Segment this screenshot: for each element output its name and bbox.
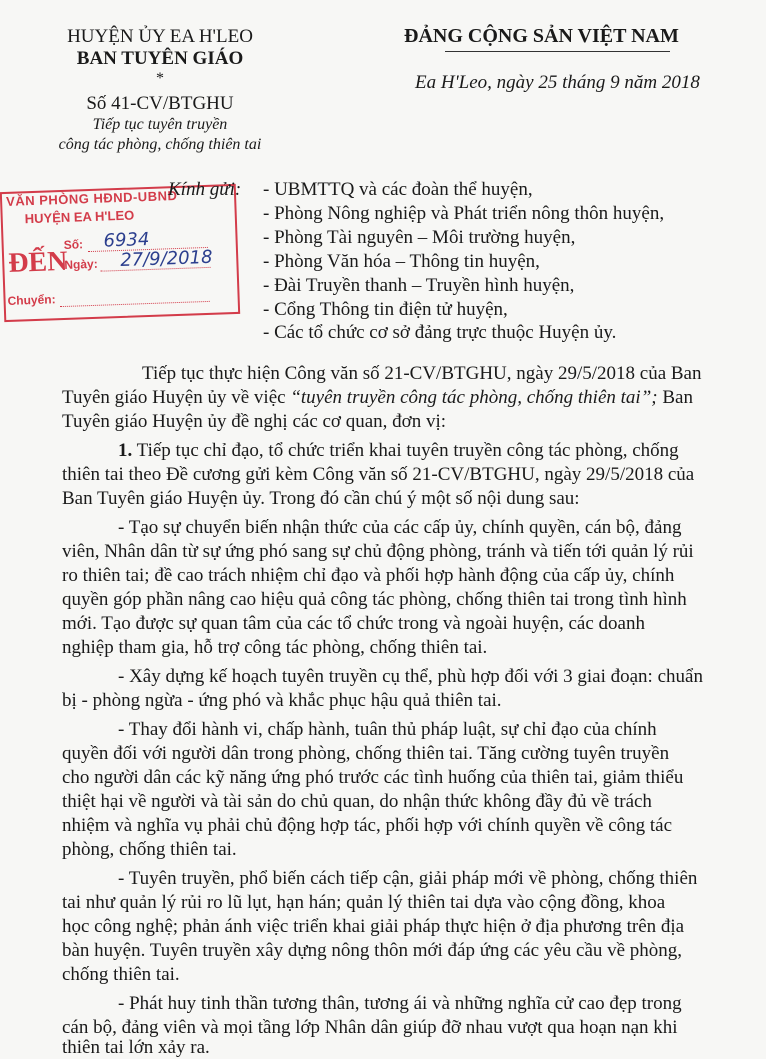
intro-text: Ban	[657, 387, 693, 408]
bullet4-line: bàn huyện. Tuyên truyền xây dựng nông thôn mới đáp ứng các yêu cầu về phòng,	[62, 940, 683, 961]
stamp-so-label: Số:	[63, 237, 84, 252]
party-title: ĐẢNG CỘNG SẢN VIỆT NAM	[404, 25, 679, 47]
bullet3-line: phòng, chống thiên tai.	[62, 839, 237, 860]
stamp-so-value: 6934	[103, 228, 150, 252]
stamp-den: ĐẾN	[7, 245, 68, 279]
bullet1-line: ro thiên tai; đề cao trách nhiệm chỉ đạo và phối hợp hành động của cấp ủy, chính	[62, 565, 675, 586]
bullet3-line: quyền đối với người dân trong phòng, chống thiên tai. Tăng cường tuyên truyền	[62, 743, 670, 764]
bullet4-line: - Tuyên truyền, phổ biến cách tiếp cận, giải pháp mới về phòng, chống thiên	[118, 868, 698, 889]
subject-line1: Tiếp tục tuyên truyền	[92, 116, 228, 133]
bullet3-line: thiệt hại về người và tài sản do chủ quan, do nhận thức không đầy đủ về trách	[62, 791, 652, 812]
bullet1-line: viên, Nhân dân từ sự ứng phó sang sự chủ động phòng, tránh và tiến tới quản lý rủi	[62, 541, 694, 562]
stamp-line1: VĂN PHÒNG HĐND-UBND	[5, 187, 178, 209]
intro-quote: “tuyên truyền công tác phòng, chống thiên tai”;	[290, 387, 658, 408]
org-line1: HUYỆN ỦY EA H'LEO	[67, 26, 253, 47]
bullet4-line: tai như quản lý rủi ro lũ lụt, hạn hán; quản lý thiên tai dựa vào cộng đồng, khoa	[62, 892, 666, 913]
bullet5-line: - Phát huy tinh thần tương thân, tương ái và những nghĩa cử cao đẹp trong	[118, 993, 682, 1014]
stamp-line2: HUYỆN EA H'LEO	[24, 207, 135, 227]
recipient-item: - Cổng Thông tin điện tử huyện,	[263, 299, 508, 320]
recipient-item: - Phòng Văn hóa – Thông tin huyện,	[263, 251, 540, 272]
bullet1-line: nghiệp tham gia, hỗ trợ công tác phòng, chống thiên tai.	[62, 637, 488, 658]
bullet5-line: thiên tai lớn xảy ra.	[62, 1037, 210, 1058]
bullet2-line: - Xây dựng kế hoạch tuyên truyền cụ thể, phù hợp đối với 3 giai đoạn: chuẩn	[118, 666, 703, 687]
stamp-chuyen-dots	[60, 301, 210, 307]
bullet4-line: chống thiên tai.	[62, 964, 180, 985]
place-date: Ea H'Leo, ngày 25 tháng 9 năm 2018	[415, 72, 700, 93]
item1-line: thiên tai theo Đề cương gửi kèm Công văn số 21-CV/BTGHU, ngày 29/5/2018 của	[62, 464, 695, 485]
org-star: *	[156, 70, 164, 87]
bullet5-line: cán bộ, đảng viên và mọi tầng lớp Nhân dân giúp đỡ nhau vượt qua hoạn nạn khi	[62, 1017, 678, 1038]
intro-line: Tiếp tục thực hiện Công văn số 21-CV/BTGHU, ngày 29/5/2018 của Ban	[142, 363, 702, 384]
bullet3-line: - Thay đổi hành vi, chấp hành, tuân thủ pháp luật, sự chỉ đạo của chính	[118, 719, 657, 740]
stamp-ngay-value: 27/9/2018	[119, 246, 213, 271]
bullet3-line: nhiệm và nghĩa vụ phải chủ động hợp tác, phối hợp với chính quyền về công tác	[62, 815, 673, 836]
bullet1-line: - Tạo sự chuyển biến nhận thức của các cấp ủy, chính quyền, cán bộ, đảng	[118, 517, 682, 538]
org-line2: BAN TUYÊN GIÁO	[76, 48, 244, 69]
item1-line	[118, 440, 679, 462]
bullet2-line: bị - phòng ngừa - ứng phó và khắc phục hậu quả thiên tai.	[62, 690, 502, 711]
intro-text: Tuyên giáo Huyện ủy về việc	[62, 387, 291, 408]
bullet1-line: quyền góp phần nâng cao hiệu quả công tác phòng, chống thiên tai trong tình hình	[62, 589, 687, 610]
bullet1-line: mới. Tạo được sự quan tâm của các tổ chức trong và ngoài huyện, các doanh	[62, 613, 645, 634]
intro-line: Tuyên giáo Huyện ủy đề nghị các cơ quan, đơn vị:	[62, 411, 447, 432]
bullet3-line: cho người dân các kỹ năng ứng phó trước các tình huống của thiên tai, giảm thiểu	[62, 767, 684, 788]
item1-line: Ban Tuyên giáo Huyện ủy. Trong đó cần chú ý một số nội dung sau:	[62, 488, 580, 509]
doc-number: Số 41-CV/BTGHU	[86, 93, 234, 114]
bullet4-line: học công nghệ; phản ánh việc triển khai giải pháp thực hiện ở địa phương trên địa	[62, 916, 685, 937]
stamp-ngay-label: Ngày:	[64, 256, 98, 272]
party-underline	[445, 51, 670, 52]
item1-number: 1.	[118, 440, 133, 461]
item1-text: Tiếp tục chỉ đạo, tổ chức triển khai tuyên truyền công tác phòng, chống	[132, 440, 679, 461]
recipients-label: Kính gửi:	[168, 179, 242, 200]
recipient-item: - UBMTTQ và các đoàn thể huyện,	[263, 179, 533, 200]
recipient-item: - Đài Truyền thanh – Truyền hình huyện,	[263, 275, 575, 296]
recipient-item: - Các tổ chức cơ sở đảng trực thuộc Huyện ủy.	[263, 322, 617, 343]
intro-line	[62, 387, 693, 409]
subject-line2: công tác phòng, chống thiên tai	[58, 136, 262, 153]
recipient-item: - Phòng Nông nghiệp và Phát triển nông thôn huyện,	[263, 203, 665, 224]
received-stamp	[0, 184, 240, 322]
stamp-chuyen-label: Chuyển:	[7, 292, 56, 308]
recipient-item: - Phòng Tài nguyên – Môi trường huyện,	[263, 227, 576, 248]
